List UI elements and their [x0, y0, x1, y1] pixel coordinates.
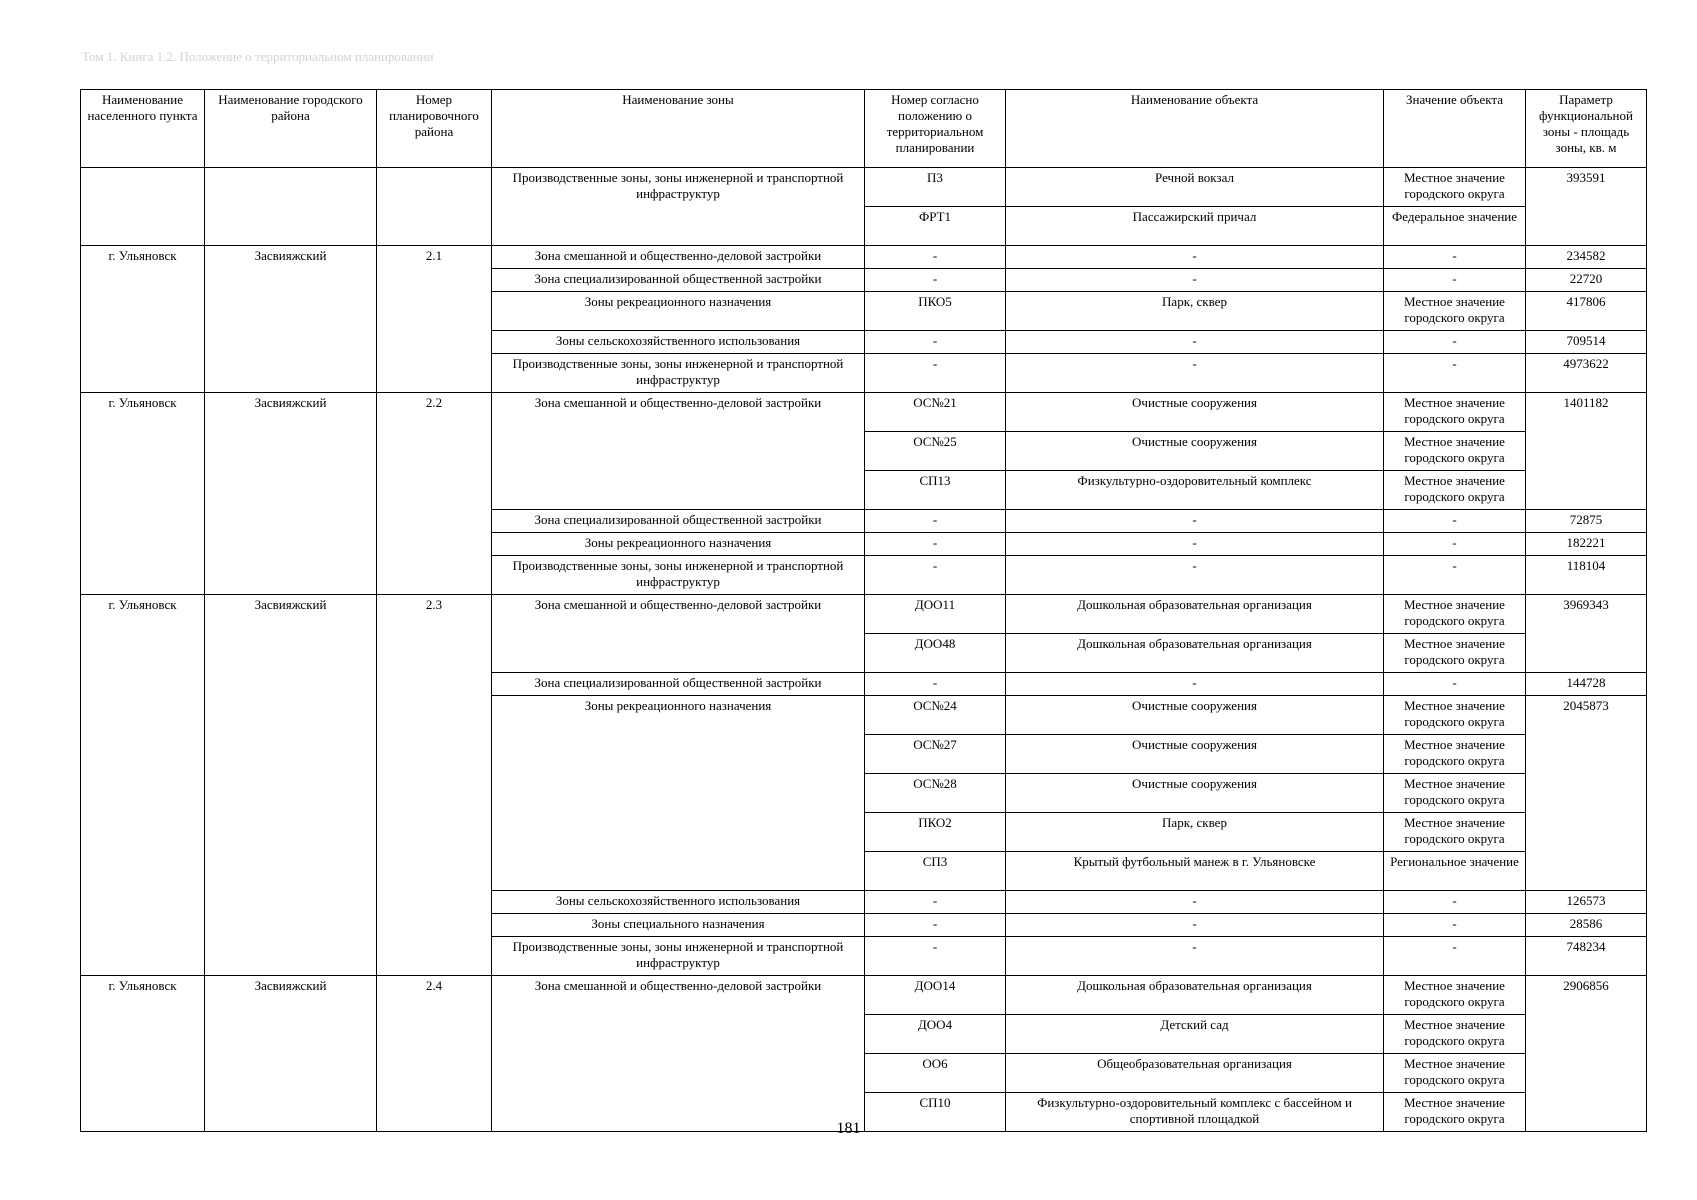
object-number-cell: - — [865, 331, 1006, 354]
object-number-cell: ОС№27 — [865, 735, 1006, 774]
object-name-cell: Физкультурно-оздоровительный комплекс с бассейном и спортивной площадкой — [1006, 1093, 1384, 1132]
column-header-planning-area: Номер планировочного района — [377, 90, 492, 168]
object-significance-cell: Местное значение городского округа — [1384, 471, 1526, 510]
object-significance-cell: Местное значение городского округа — [1384, 432, 1526, 471]
zone-area-cell: 126573 — [1526, 891, 1647, 914]
object-significance-cell: - — [1384, 246, 1526, 269]
object-significance-cell: - — [1384, 510, 1526, 533]
object-name-cell: Дошкольная образовательная организация — [1006, 595, 1384, 634]
object-number-cell: ПКО5 — [865, 292, 1006, 331]
planning-area-cell: 2.4 — [377, 976, 492, 1132]
planning-area-cell — [377, 168, 492, 246]
object-number-cell: СП3 — [865, 852, 1006, 891]
column-header-object: Наименование объекта — [1006, 90, 1384, 168]
zone-name-cell: Зона смешанной и общественно-деловой застройки — [492, 393, 865, 510]
object-significance-cell: Местное значение городского округа — [1384, 774, 1526, 813]
running-header: Том 1. Книга 1.2. Положение о территориальном планировании — [82, 49, 434, 64]
district-cell: Засвияжский — [205, 393, 377, 595]
settlement-cell: г. Ульяновск — [81, 393, 205, 595]
object-number-cell: - — [865, 354, 1006, 393]
zone-name-cell: Зоны специального назначения — [492, 914, 865, 937]
table-body — [81, 168, 1647, 1132]
object-name-cell: Физкультурно-оздоровительный комплекс — [1006, 471, 1384, 510]
zone-area-cell: 144728 — [1526, 673, 1647, 696]
object-significance-cell: Местное значение городского округа — [1384, 1054, 1526, 1093]
object-number-cell: - — [865, 533, 1006, 556]
zone-name-cell: Зона специализированной общественной застройки — [492, 510, 865, 533]
zone-name-cell: Зоны сельскохозяйственного использования — [492, 331, 865, 354]
zone-area-cell: 2045873 — [1526, 696, 1647, 891]
zone-area-cell: 709514 — [1526, 331, 1647, 354]
zone-area-cell: 393591 — [1526, 168, 1647, 246]
settlement-cell: г. Ульяновск — [81, 246, 205, 393]
settlement-cell — [81, 168, 205, 246]
column-header-significance: Значение объекта — [1384, 90, 1526, 168]
object-significance-cell: Местное значение городского округа — [1384, 735, 1526, 774]
settlement-cell: г. Ульяновск — [81, 976, 205, 1132]
object-name-cell: Пассажирский причал — [1006, 207, 1384, 246]
zone-area-cell: 4973622 — [1526, 354, 1647, 393]
object-name-cell: - — [1006, 269, 1384, 292]
object-significance-cell: - — [1384, 331, 1526, 354]
zone-name-cell: Зона смешанной и общественно-деловой застройки — [492, 246, 865, 269]
object-number-cell: ФРТ1 — [865, 207, 1006, 246]
object-number-cell: - — [865, 673, 1006, 696]
table-row — [81, 168, 1647, 207]
object-name-cell: Дошкольная образовательная организация — [1006, 634, 1384, 673]
page-number: 181 — [836, 1120, 861, 1137]
object-significance-cell: - — [1384, 891, 1526, 914]
zone-name-cell: Зоны рекреационного назначения — [492, 292, 865, 331]
object-significance-cell: Местное значение городского округа — [1384, 1093, 1526, 1132]
zone-name-cell: Зона смешанной и общественно-деловой застройки — [492, 976, 865, 1132]
object-significance-cell: Местное значение городского округа — [1384, 168, 1526, 207]
zone-area-cell: 72875 — [1526, 510, 1647, 533]
zone-area-cell: 748234 — [1526, 937, 1647, 976]
object-number-cell: - — [865, 937, 1006, 976]
object-significance-cell: - — [1384, 914, 1526, 937]
column-header-settlement: Наименование населенного пункта — [81, 90, 205, 168]
object-number-cell: - — [865, 556, 1006, 595]
column-header-zone: Наименование зоны — [492, 90, 865, 168]
zone-name-cell: Зона смешанной и общественно-деловой застройки — [492, 595, 865, 673]
object-significance-cell: Региональное значение — [1384, 852, 1526, 891]
object-name-cell: - — [1006, 533, 1384, 556]
district-cell — [205, 168, 377, 246]
object-significance-cell: Федеральное значение — [1384, 207, 1526, 246]
object-significance-cell: - — [1384, 937, 1526, 976]
object-name-cell: Крытый футбольный манеж в г. Ульяновске — [1006, 852, 1384, 891]
object-name-cell: - — [1006, 354, 1384, 393]
object-significance-cell: - — [1384, 533, 1526, 556]
object-significance-cell: Местное значение городского округа — [1384, 634, 1526, 673]
object-significance-cell: Местное значение городского округа — [1384, 696, 1526, 735]
object-significance-cell: Местное значение городского округа — [1384, 813, 1526, 852]
object-number-cell: ОС№24 — [865, 696, 1006, 735]
object-name-cell: Очистные сооружения — [1006, 774, 1384, 813]
column-header-district: Наименование городского района — [205, 90, 377, 168]
district-cell: Засвияжский — [205, 976, 377, 1132]
object-significance-cell: - — [1384, 269, 1526, 292]
object-significance-cell: Местное значение городского округа — [1384, 393, 1526, 432]
object-name-cell: Парк, сквер — [1006, 813, 1384, 852]
object-number-cell: ДОО48 — [865, 634, 1006, 673]
object-name-cell: - — [1006, 246, 1384, 269]
object-name-cell: - — [1006, 331, 1384, 354]
object-name-cell: Очистные сооружения — [1006, 393, 1384, 432]
settlement-cell: г. Ульяновск — [81, 595, 205, 976]
zone-name-cell: Зона специализированной общественной застройки — [492, 269, 865, 292]
object-name-cell: - — [1006, 556, 1384, 595]
object-name-cell: - — [1006, 510, 1384, 533]
object-number-cell: - — [865, 914, 1006, 937]
object-number-cell: ПКО2 — [865, 813, 1006, 852]
object-number-cell: - — [865, 891, 1006, 914]
district-cell: Засвияжский — [205, 246, 377, 393]
object-number-cell: - — [865, 510, 1006, 533]
object-significance-cell: - — [1384, 673, 1526, 696]
table-row — [81, 595, 1647, 634]
object-number-cell: ДОО11 — [865, 595, 1006, 634]
table-row — [81, 976, 1647, 1015]
object-significance-cell: Местное значение городского округа — [1384, 976, 1526, 1015]
object-name-cell: Парк, сквер — [1006, 292, 1384, 331]
object-significance-cell: - — [1384, 354, 1526, 393]
object-number-cell: ДОО4 — [865, 1015, 1006, 1054]
planning-area-cell: 2.2 — [377, 393, 492, 595]
zone-area-cell: 182221 — [1526, 533, 1647, 556]
object-number-cell: ОО6 — [865, 1054, 1006, 1093]
object-number-cell: СП13 — [865, 471, 1006, 510]
object-number-cell: ОС№25 — [865, 432, 1006, 471]
zone-area-cell: 234582 — [1526, 246, 1647, 269]
object-name-cell: - — [1006, 891, 1384, 914]
zone-area-cell: 3969343 — [1526, 595, 1647, 673]
object-number-cell: - — [865, 246, 1006, 269]
object-significance-cell: - — [1384, 556, 1526, 595]
planning-area-cell: 2.1 — [377, 246, 492, 393]
zone-name-cell: Производственные зоны, зоны инженерной и транспортной инфраструктур — [492, 937, 865, 976]
table-row — [81, 246, 1647, 269]
object-number-cell: ДОО14 — [865, 976, 1006, 1015]
zone-area-cell: 2906856 — [1526, 976, 1647, 1132]
object-number-cell: ОС№21 — [865, 393, 1006, 432]
object-number-cell: СП10 — [865, 1093, 1006, 1132]
object-name-cell: - — [1006, 914, 1384, 937]
zone-name-cell: Зона специализированной общественной застройки — [492, 673, 865, 696]
zone-area-cell: 118104 — [1526, 556, 1647, 595]
zone-area-cell: 1401182 — [1526, 393, 1647, 510]
zone-area-cell: 417806 — [1526, 292, 1647, 331]
zone-name-cell: Зоны рекреационного назначения — [492, 696, 865, 891]
object-name-cell: Детский сад — [1006, 1015, 1384, 1054]
object-name-cell: Очистные сооружения — [1006, 696, 1384, 735]
object-significance-cell: Местное значение городского округа — [1384, 595, 1526, 634]
object-name-cell: - — [1006, 937, 1384, 976]
object-number-cell: - — [865, 269, 1006, 292]
zone-name-cell: Производственные зоны, зоны инженерной и транспортной инфраструктур — [492, 354, 865, 393]
zone-name-cell: Производственные зоны, зоны инженерной и транспортной инфраструктур — [492, 556, 865, 595]
zone-name-cell: Зоны рекреационного назначения — [492, 533, 865, 556]
header-row — [81, 90, 1647, 168]
object-significance-cell: Местное значение городского округа — [1384, 292, 1526, 331]
object-name-cell: Очистные сооружения — [1006, 735, 1384, 774]
object-number-cell: П3 — [865, 168, 1006, 207]
zone-name-cell: Зоны сельскохозяйственного использования — [492, 891, 865, 914]
table-header — [81, 90, 1647, 168]
object-significance-cell: Местное значение городского округа — [1384, 1015, 1526, 1054]
column-header-number: Номер согласно положению о территориальном планировании — [865, 90, 1006, 168]
object-name-cell: Речной вокзал — [1006, 168, 1384, 207]
object-number-cell: ОС№28 — [865, 774, 1006, 813]
object-name-cell: - — [1006, 673, 1384, 696]
object-name-cell: Дошкольная образовательная организация — [1006, 976, 1384, 1015]
zone-area-cell: 28586 — [1526, 914, 1647, 937]
object-name-cell: Очистные сооружения — [1006, 432, 1384, 471]
district-cell: Засвияжский — [205, 595, 377, 976]
column-header-area: Параметр функциональной зоны - площадь зоны, кв. м — [1526, 90, 1647, 168]
zone-name-cell: Производственные зоны, зоны инженерной и транспортной инфраструктур — [492, 168, 865, 246]
planning-area-cell: 2.3 — [377, 595, 492, 976]
table-row — [81, 393, 1647, 432]
zone-area-cell: 22720 — [1526, 269, 1647, 292]
zones-table — [80, 89, 1647, 1132]
object-name-cell: Общеобразовательная организация — [1006, 1054, 1384, 1093]
